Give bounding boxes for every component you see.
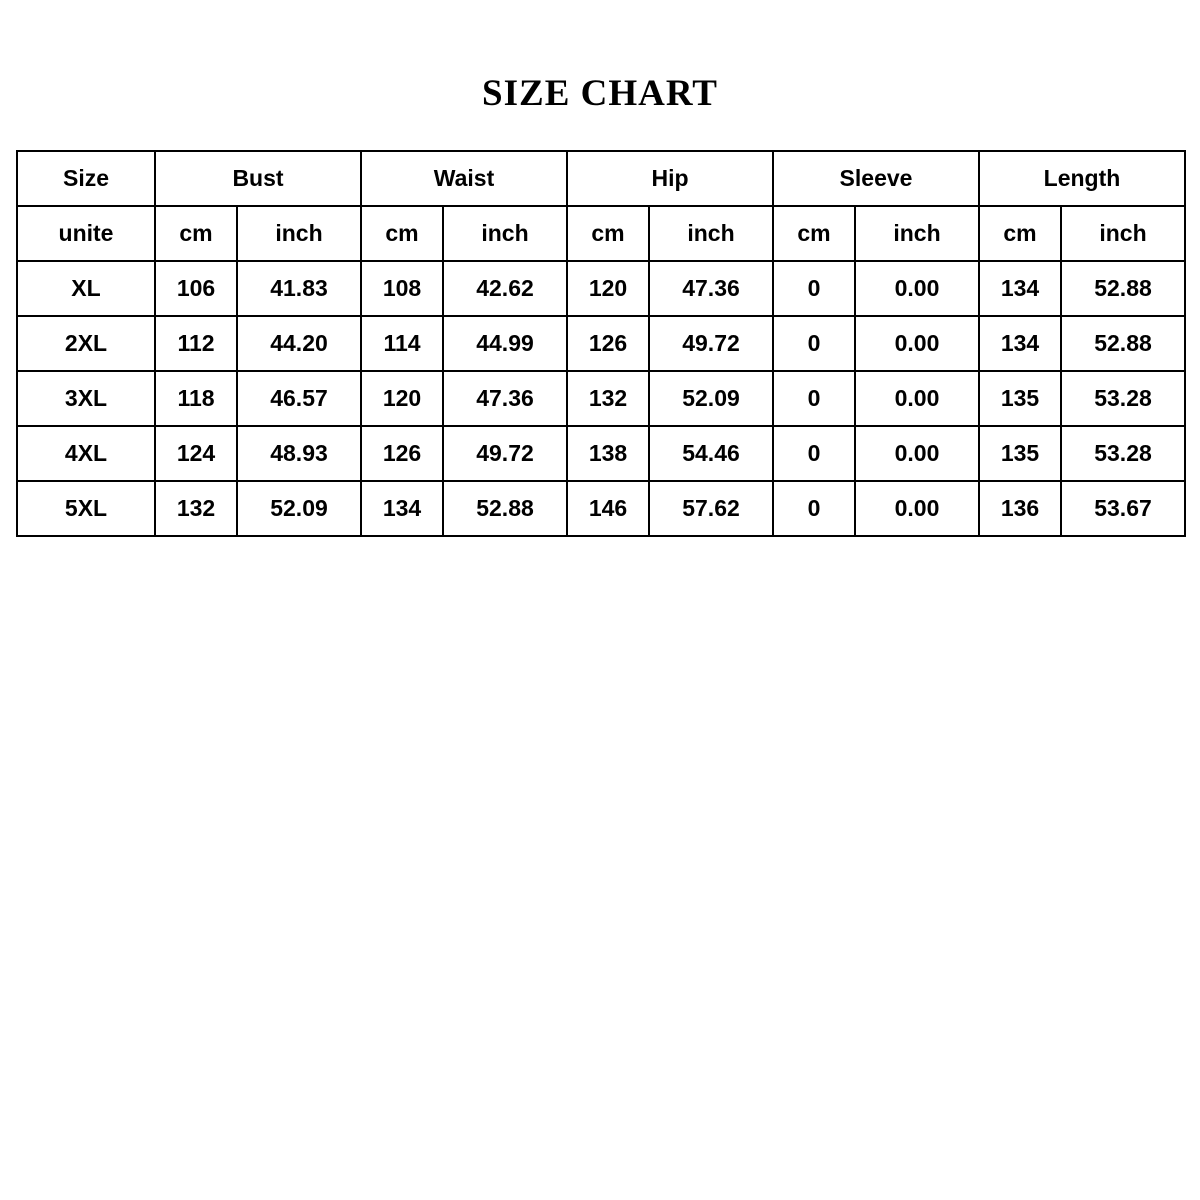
cell-waist-cm: 114 <box>361 316 443 371</box>
cell-hip-cm: 126 <box>567 316 649 371</box>
cell-waist-inch: 44.99 <box>443 316 567 371</box>
table-unit-row <box>17 206 1185 261</box>
cell-size: XL <box>17 261 155 316</box>
unit-cell-waist-inch: inch <box>443 206 567 261</box>
unit-cell-sleeve-cm: cm <box>773 206 855 261</box>
cell-bust-cm: 112 <box>155 316 237 371</box>
table-row <box>17 316 1185 371</box>
unit-cell-bust-inch: inch <box>237 206 361 261</box>
size-chart-table <box>16 150 1186 537</box>
cell-bust-cm: 106 <box>155 261 237 316</box>
cell-bust-inch: 52.09 <box>237 481 361 536</box>
table-row <box>17 261 1185 316</box>
cell-length-inch: 52.88 <box>1061 261 1185 316</box>
cell-hip-cm: 132 <box>567 371 649 426</box>
cell-waist-inch: 42.62 <box>443 261 567 316</box>
cell-hip-cm: 120 <box>567 261 649 316</box>
cell-hip-inch: 49.72 <box>649 316 773 371</box>
cell-size: 3XL <box>17 371 155 426</box>
cell-bust-inch: 44.20 <box>237 316 361 371</box>
cell-size: 4XL <box>17 426 155 481</box>
cell-length-cm: 134 <box>979 261 1061 316</box>
cell-sleeve-inch: 0.00 <box>855 481 979 536</box>
cell-hip-inch: 57.62 <box>649 481 773 536</box>
unit-cell-hip-cm: cm <box>567 206 649 261</box>
cell-length-cm: 135 <box>979 371 1061 426</box>
cell-length-inch: 53.28 <box>1061 426 1185 481</box>
cell-waist-inch: 52.88 <box>443 481 567 536</box>
header-hip: Hip <box>567 151 773 206</box>
header-size: Size <box>17 151 155 206</box>
cell-length-cm: 134 <box>979 316 1061 371</box>
cell-length-cm: 136 <box>979 481 1061 536</box>
header-sleeve: Sleeve <box>773 151 979 206</box>
cell-hip-inch: 52.09 <box>649 371 773 426</box>
cell-length-cm: 135 <box>979 426 1061 481</box>
cell-bust-inch: 46.57 <box>237 371 361 426</box>
cell-waist-cm: 120 <box>361 371 443 426</box>
cell-length-inch: 52.88 <box>1061 316 1185 371</box>
cell-sleeve-inch: 0.00 <box>855 426 979 481</box>
header-length: Length <box>979 151 1185 206</box>
cell-sleeve-cm: 0 <box>773 371 855 426</box>
cell-bust-cm: 132 <box>155 481 237 536</box>
cell-bust-cm: 124 <box>155 426 237 481</box>
cell-waist-cm: 126 <box>361 426 443 481</box>
table-header-row <box>17 151 1185 206</box>
cell-bust-cm: 118 <box>155 371 237 426</box>
unit-cell-hip-inch: inch <box>649 206 773 261</box>
cell-length-inch: 53.28 <box>1061 371 1185 426</box>
cell-hip-inch: 47.36 <box>649 261 773 316</box>
cell-length-inch: 53.67 <box>1061 481 1185 536</box>
header-waist: Waist <box>361 151 567 206</box>
cell-waist-inch: 47.36 <box>443 371 567 426</box>
unit-cell-sleeve-inch: inch <box>855 206 979 261</box>
unit-cell-size: unite <box>17 206 155 261</box>
cell-waist-cm: 134 <box>361 481 443 536</box>
cell-size: 5XL <box>17 481 155 536</box>
table-row <box>17 481 1185 536</box>
unit-cell-length-inch: inch <box>1061 206 1185 261</box>
table-row <box>17 371 1185 426</box>
cell-sleeve-cm: 0 <box>773 261 855 316</box>
size-chart-table-wrapper <box>16 150 1184 537</box>
unit-cell-length-cm: cm <box>979 206 1061 261</box>
cell-sleeve-inch: 0.00 <box>855 261 979 316</box>
header-bust: Bust <box>155 151 361 206</box>
cell-sleeve-cm: 0 <box>773 426 855 481</box>
cell-hip-cm: 138 <box>567 426 649 481</box>
cell-sleeve-inch: 0.00 <box>855 316 979 371</box>
cell-sleeve-inch: 0.00 <box>855 371 979 426</box>
table-row <box>17 426 1185 481</box>
cell-hip-inch: 54.46 <box>649 426 773 481</box>
unit-cell-waist-cm: cm <box>361 206 443 261</box>
cell-waist-inch: 49.72 <box>443 426 567 481</box>
page-title: SIZE CHART <box>482 73 718 114</box>
cell-sleeve-cm: 0 <box>773 481 855 536</box>
cell-waist-cm: 108 <box>361 261 443 316</box>
unit-cell-bust-cm: cm <box>155 206 237 261</box>
cell-size: 2XL <box>17 316 155 371</box>
cell-sleeve-cm: 0 <box>773 316 855 371</box>
cell-bust-inch: 41.83 <box>237 261 361 316</box>
cell-hip-cm: 146 <box>567 481 649 536</box>
cell-bust-inch: 48.93 <box>237 426 361 481</box>
